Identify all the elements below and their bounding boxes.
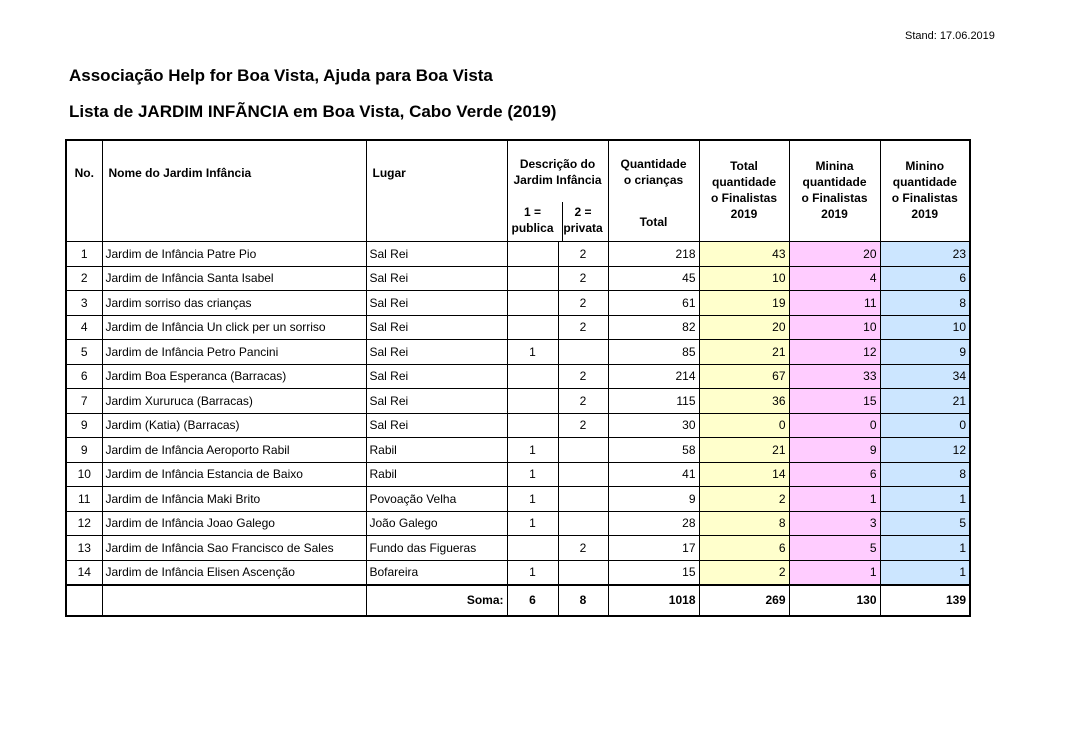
sum-row — [66, 585, 970, 616]
header-nome — [102, 140, 366, 242]
cell-total: 14 — [699, 462, 789, 487]
cell-nome: Jardim de Infância Estancia de Baixo — [102, 462, 366, 487]
cell-criancas: 61 — [608, 291, 699, 316]
table-row — [66, 315, 970, 340]
cell-nome: Jardim de Infância Sao Francisco de Sales — [102, 536, 366, 561]
cell-lugar: João Galego — [366, 511, 507, 536]
cell-criancas: 45 — [608, 266, 699, 291]
header-nome-label: Nome do Jardim Infância — [108, 166, 252, 180]
cell-lugar: Bofareira — [366, 560, 507, 585]
cell-no: 13 — [66, 536, 102, 561]
cell-minina: 10 — [789, 315, 880, 340]
cell-total: 0 — [699, 413, 789, 438]
cell-total: 21 — [699, 438, 789, 463]
table-row — [66, 364, 970, 389]
cell-lugar: Rabil — [366, 462, 507, 487]
cell-nome: Jardim de Infância Petro Pancini — [102, 340, 366, 365]
header-publica-line2: publica — [511, 221, 554, 235]
cell-privata: 2 — [558, 389, 608, 414]
cell-minina: 3 — [789, 511, 880, 536]
cell-minino: 9 — [880, 340, 970, 365]
cell-lugar: Sal Rei — [366, 242, 507, 267]
cell-publica: 1 — [507, 487, 558, 512]
cell-minino: 8 — [880, 462, 970, 487]
cell-privata: 2 — [558, 413, 608, 438]
table-header-row — [66, 140, 970, 242]
table-row — [66, 266, 970, 291]
cell-minina: 5 — [789, 536, 880, 561]
cell-total: 36 — [699, 389, 789, 414]
cell-nome: Jardim de Infância Patre Pio — [102, 242, 366, 267]
header-minino-line2: quantidade — [892, 175, 957, 189]
cell-criancas: 17 — [608, 536, 699, 561]
document-title: Associação Help for Boa Vista, Ajuda para Boa Vista — [69, 66, 493, 85]
cell-nome: Jardim de Infância Elisen Ascenção — [102, 560, 366, 585]
header-minino — [880, 140, 970, 242]
cell-minino: 34 — [880, 364, 970, 389]
header-no-label: No. — [74, 166, 94, 180]
table-row — [66, 242, 970, 267]
stand-date: Stand: 17.06.2019 — [905, 30, 995, 42]
sum-empty-nome — [102, 585, 366, 616]
cell-lugar: Sal Rei — [366, 315, 507, 340]
cell-nome: Jardim de Infância Maki Brito — [102, 487, 366, 512]
cell-total: 20 — [699, 315, 789, 340]
header-lugar — [366, 140, 507, 242]
cell-total: 8 — [699, 511, 789, 536]
cell-lugar: Sal Rei — [366, 413, 507, 438]
table-row — [66, 560, 970, 585]
cell-minino: 1 — [880, 487, 970, 512]
cell-publica — [507, 315, 558, 340]
header-total-line2: quantidade — [711, 175, 776, 189]
cell-privata: 2 — [558, 242, 608, 267]
cell-privata: 2 — [558, 315, 608, 340]
cell-privata: 2 — [558, 291, 608, 316]
cell-criancas: 28 — [608, 511, 699, 536]
cell-minino: 23 — [880, 242, 970, 267]
cell-no: 7 — [66, 389, 102, 414]
header-descricao-line1: Descrição do — [519, 157, 596, 171]
cell-nome: Jardim (Katia) (Barracas) — [102, 413, 366, 438]
sum-minino: 139 — [880, 585, 970, 616]
cell-criancas: 30 — [608, 413, 699, 438]
cell-minino: 1 — [880, 560, 970, 585]
cell-no: 10 — [66, 462, 102, 487]
header-minina — [789, 140, 880, 242]
cell-no: 9 — [66, 413, 102, 438]
cell-lugar: Fundo das Figueras — [366, 536, 507, 561]
header-privata-line2: privata — [563, 221, 603, 235]
cell-minina: 1 — [789, 487, 880, 512]
table-row — [66, 291, 970, 316]
sum-total: 269 — [699, 585, 789, 616]
header-minino-line4: 2019 — [911, 207, 939, 221]
cell-publica — [507, 291, 558, 316]
header-descricao-line2: Jardim Infância — [513, 173, 602, 187]
cell-publica: 1 — [507, 511, 558, 536]
cell-publica: 1 — [507, 340, 558, 365]
cell-publica: 1 — [507, 560, 558, 585]
cell-no: 11 — [66, 487, 102, 512]
sum-criancas: 1018 — [608, 585, 699, 616]
cell-privata — [558, 560, 608, 585]
header-total — [699, 140, 789, 242]
cell-minino: 0 — [880, 413, 970, 438]
header-minina-line2: quantidade — [802, 175, 867, 189]
sum-privata: 8 — [558, 585, 608, 616]
cell-lugar: Sal Rei — [366, 389, 507, 414]
cell-criancas: 85 — [608, 340, 699, 365]
cell-total: 6 — [699, 536, 789, 561]
header-minino-line3: o Finalistas — [891, 191, 958, 205]
table-row — [66, 389, 970, 414]
cell-criancas: 218 — [608, 242, 699, 267]
cell-no: 6 — [66, 364, 102, 389]
table-row — [66, 487, 970, 512]
cell-privata — [558, 438, 608, 463]
cell-minino: 8 — [880, 291, 970, 316]
cell-minina: 12 — [789, 340, 880, 365]
cell-criancas: 82 — [608, 315, 699, 340]
cell-publica — [507, 242, 558, 267]
header-publica-line1: 1 = — [523, 205, 541, 219]
cell-privata — [558, 462, 608, 487]
cell-no: 5 — [66, 340, 102, 365]
header-minina-line3: o Finalistas — [801, 191, 868, 205]
cell-total: 21 — [699, 340, 789, 365]
header-descricao — [507, 140, 608, 242]
cell-minino: 5 — [880, 511, 970, 536]
table-row — [66, 536, 970, 561]
table-row — [66, 438, 970, 463]
cell-publica — [507, 266, 558, 291]
cell-total: 10 — [699, 266, 789, 291]
cell-no: 2 — [66, 266, 102, 291]
cell-total: 2 — [699, 487, 789, 512]
header-quant-line1: Quantidade — [620, 157, 687, 171]
cell-minina: 0 — [789, 413, 880, 438]
table-row — [66, 413, 970, 438]
cell-minino: 6 — [880, 266, 970, 291]
header-total-line4: 2019 — [730, 207, 758, 221]
cell-minina: 9 — [789, 438, 880, 463]
cell-lugar: Sal Rei — [366, 364, 507, 389]
cell-publica — [507, 364, 558, 389]
cell-no: 12 — [66, 511, 102, 536]
header-total-line3: o Finalistas — [710, 191, 778, 205]
table-row — [66, 511, 970, 536]
cell-criancas: 115 — [608, 389, 699, 414]
cell-privata — [558, 340, 608, 365]
cell-total: 19 — [699, 291, 789, 316]
cell-minino: 21 — [880, 389, 970, 414]
cell-lugar: Sal Rei — [366, 266, 507, 291]
cell-privata — [558, 487, 608, 512]
cell-minina: 33 — [789, 364, 880, 389]
cell-publica — [507, 536, 558, 561]
cell-minina: 15 — [789, 389, 880, 414]
cell-privata: 2 — [558, 536, 608, 561]
cell-publica — [507, 389, 558, 414]
header-quant-line3: Total — [639, 215, 668, 229]
cell-lugar: Sal Rei — [366, 340, 507, 365]
cell-no: 14 — [66, 560, 102, 585]
cell-nome: Jardim Boa Esperanca (Barracas) — [102, 364, 366, 389]
header-minina-line1: Minina — [815, 159, 854, 173]
cell-no: 3 — [66, 291, 102, 316]
cell-publica: 1 — [507, 462, 558, 487]
cell-privata: 2 — [558, 364, 608, 389]
cell-no: 1 — [66, 242, 102, 267]
cell-publica — [507, 413, 558, 438]
header-total-line1: Total — [730, 159, 758, 173]
cell-minino: 1 — [880, 536, 970, 561]
cell-criancas: 58 — [608, 438, 699, 463]
header-quantidade — [608, 140, 699, 242]
cell-minina: 1 — [789, 560, 880, 585]
document-subtitle: Lista de JARDIM INFÃNCIA em Boa Vista, Cabo Verde (2019) — [69, 102, 557, 121]
sum-label: Soma: — [366, 585, 507, 616]
kindergarten-table — [65, 139, 971, 617]
header-no — [66, 140, 102, 242]
cell-total: 43 — [699, 242, 789, 267]
sum-empty-no — [66, 585, 102, 616]
header-minino-line1: Minino — [905, 159, 945, 173]
cell-minina: 6 — [789, 462, 880, 487]
cell-lugar: Povoação Velha — [366, 487, 507, 512]
cell-criancas: 41 — [608, 462, 699, 487]
cell-minino: 10 — [880, 315, 970, 340]
cell-nome: Jardim de Infância Aeroporto Rabil — [102, 438, 366, 463]
cell-lugar: Rabil — [366, 438, 507, 463]
cell-lugar: Sal Rei — [366, 291, 507, 316]
cell-nome: Jardim sorriso das crianças — [102, 291, 366, 316]
cell-minina: 20 — [789, 242, 880, 267]
cell-total: 2 — [699, 560, 789, 585]
header-privata-line1: 2 = — [574, 205, 592, 219]
cell-no: 9 — [66, 438, 102, 463]
cell-publica: 1 — [507, 438, 558, 463]
cell-nome: Jardim de Infância Joao Galego — [102, 511, 366, 536]
cell-nome: Jardim Xururuca (Barracas) — [102, 389, 366, 414]
cell-total: 67 — [699, 364, 789, 389]
cell-no: 4 — [66, 315, 102, 340]
header-quant-line2: o crianças — [623, 173, 684, 187]
cell-nome: Jardim de Infância Santa Isabel — [102, 266, 366, 291]
cell-nome: Jardim de Infância Un click per un sorriso — [102, 315, 366, 340]
cell-privata — [558, 511, 608, 536]
table-row — [66, 340, 970, 365]
cell-minina: 4 — [789, 266, 880, 291]
cell-criancas: 9 — [608, 487, 699, 512]
table-row — [66, 462, 970, 487]
cell-criancas: 15 — [608, 560, 699, 585]
cell-minina: 11 — [789, 291, 880, 316]
sum-publica: 6 — [507, 585, 558, 616]
cell-criancas: 214 — [608, 364, 699, 389]
sum-minina: 130 — [789, 585, 880, 616]
cell-privata: 2 — [558, 266, 608, 291]
header-minina-line4: 2019 — [821, 207, 848, 221]
header-lugar-label: Lugar — [372, 166, 406, 180]
cell-minino: 12 — [880, 438, 970, 463]
